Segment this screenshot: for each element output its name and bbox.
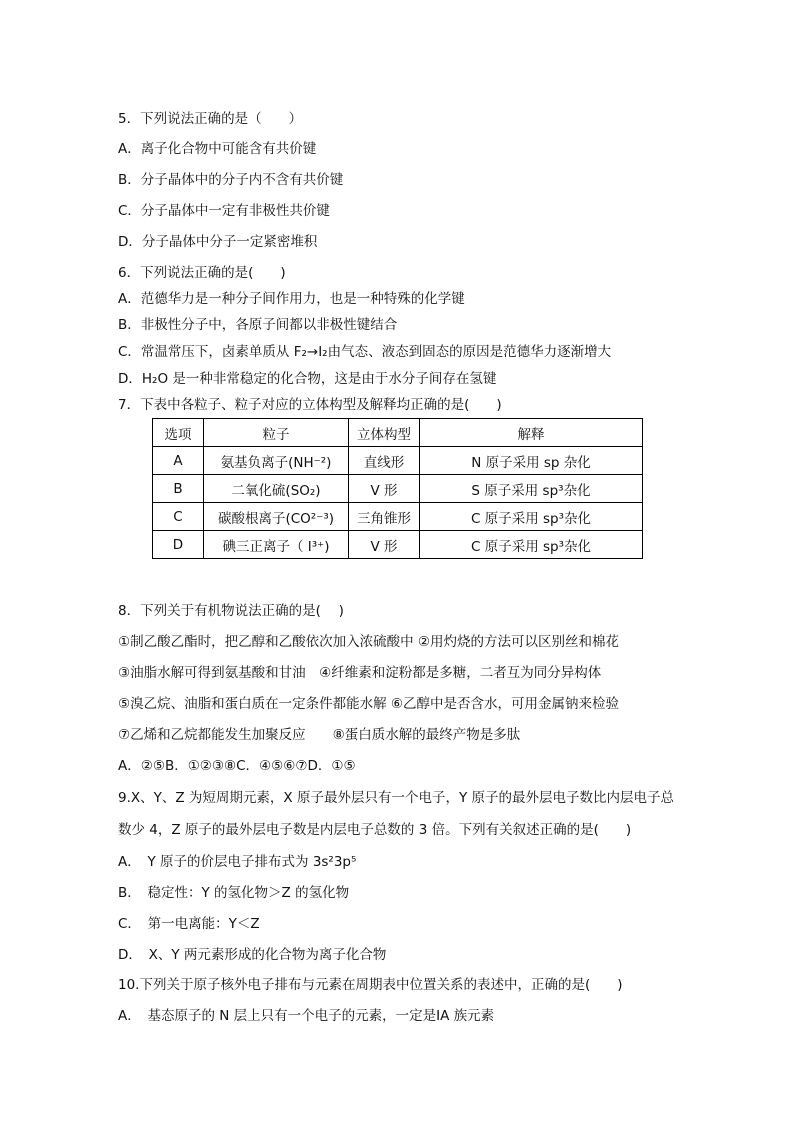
q8-stem: 8．下列关于有机物说法正确的是( ) bbox=[118, 603, 344, 619]
q6-option-c: C．常温常压下，卤素单质从 F₂→I₂由气态、液态到固态的原因是范德华力逐渐增大 bbox=[118, 344, 612, 360]
table-row bbox=[153, 475, 643, 503]
table-cell: 二氧化硫(SO₂) bbox=[204, 475, 349, 503]
q9-option-a: A． Y 原子的价层电子排布式为 3s²3p⁵ bbox=[118, 854, 357, 870]
table-cell: D bbox=[153, 531, 204, 559]
table-cell: S 原子采用 sp³杂化 bbox=[420, 475, 643, 503]
q9-stem-line-1: 9.X、Y、Z 为短周期元素，X 原子最外层只有一个电子，Y 原子的最外层电子数比内层电子总 bbox=[118, 790, 674, 806]
table-row bbox=[153, 447, 643, 475]
q6-option-d: D．H₂O 是一种非常稳定的化合物，这是由于水分子间存在氢键 bbox=[118, 371, 497, 387]
table-cell: B bbox=[153, 475, 204, 503]
q5-option-b: B．分子晶体中的分子内不含有共价键 bbox=[118, 172, 344, 188]
table-cell: N 原子采用 sp 杂化 bbox=[420, 447, 643, 475]
q6-option-b: B．非极性分子中，各原子间都以非极性键结合 bbox=[118, 317, 398, 333]
q8-answer-options: A．②⑤B．①②③⑧C．④⑤⑥⑦D．①⑤ bbox=[118, 758, 356, 774]
q5-option-c: C．分子晶体中一定有非极性共价键 bbox=[118, 203, 330, 219]
table-header-row bbox=[153, 419, 643, 447]
table-header-cell: 解释 bbox=[420, 419, 643, 447]
table-cell: 碳酸根离子(CO²⁻³) bbox=[204, 503, 349, 531]
q10-option-a: A． 基态原子的 N 层上只有一个电子的元素，一定是ⅠA 族元素 bbox=[118, 1008, 495, 1024]
q7-stem: 7．下表中各粒子、粒子对应的立体构型及解释均正确的是( ) bbox=[118, 397, 502, 413]
table-row bbox=[153, 503, 643, 531]
q8-line-1: ①制乙酸乙酯时，把乙醇和乙酸依次加入浓硫酸中 ②用灼烧的方法可以区别丝和棉花 bbox=[118, 634, 619, 650]
table-header-cell: 选项 bbox=[153, 419, 204, 447]
table-cell: 碘三正离子（ I³⁺) bbox=[204, 531, 349, 559]
table-cell: 直线形 bbox=[349, 447, 420, 475]
q9-stem-line-2: 数少 4，Z 原子的最外层电子数是内层电子总数的 3 倍。下列有关叙述正确的是( ) bbox=[118, 822, 632, 838]
table-row bbox=[153, 531, 643, 559]
table-cell: 氨基负离子(NH⁻²) bbox=[204, 447, 349, 475]
q6-stem: 6．下列说法正确的是( ) bbox=[118, 265, 286, 281]
q9-option-b: B． 稳定性：Y 的氢化物＞Z 的氢化物 bbox=[118, 885, 350, 901]
q5-stem: 5．下列说法正确的是（ ） bbox=[118, 111, 303, 127]
q8-line-4: ⑦乙烯和乙烷都能发生加聚反应 ⑧蛋白质水解的最终产物是多肽 bbox=[118, 727, 521, 743]
table-cell: C 原子采用 sp³杂化 bbox=[420, 503, 643, 531]
q6-option-a: A．范德华力是一种分子间作用力，也是一种特殊的化学键 bbox=[118, 291, 465, 307]
q8-line-2: ③油脂水解可得到氨基酸和甘油 ④纤维素和淀粉都是多糖，二者互为同分异构体 bbox=[118, 665, 602, 681]
table-cell: V 形 bbox=[349, 475, 420, 503]
q8-line-3: ⑤溴乙烷、油脂和蛋白质在一定条件都能水解 ⑥乙醇中是否含水，可用金属钠来检验 bbox=[118, 696, 619, 712]
q7-table bbox=[152, 418, 643, 559]
q5-option-d: D．分子晶体中分子一定紧密堆积 bbox=[118, 234, 318, 250]
table-header-cell: 粒子 bbox=[204, 419, 349, 447]
q5-option-a: A．离子化合物中可能含有共价键 bbox=[118, 141, 317, 157]
table-cell: 三角锥形 bbox=[349, 503, 420, 531]
q9-option-c: C． 第一电离能：Y＜Z bbox=[118, 916, 260, 932]
table-cell: A bbox=[153, 447, 204, 475]
table-cell: V 形 bbox=[349, 531, 420, 559]
q9-option-d: D． X、Y 两元素形成的化合物为离子化合物 bbox=[118, 947, 387, 963]
table-cell: C bbox=[153, 503, 204, 531]
table-header-cell: 立体构型 bbox=[349, 419, 420, 447]
table-cell: C 原子采用 sp³杂化 bbox=[420, 531, 643, 559]
q10-stem: 10.下列关于原子核外电子排布与元素在周期表中位置关系的表述中，正确的是( ) bbox=[118, 977, 623, 993]
